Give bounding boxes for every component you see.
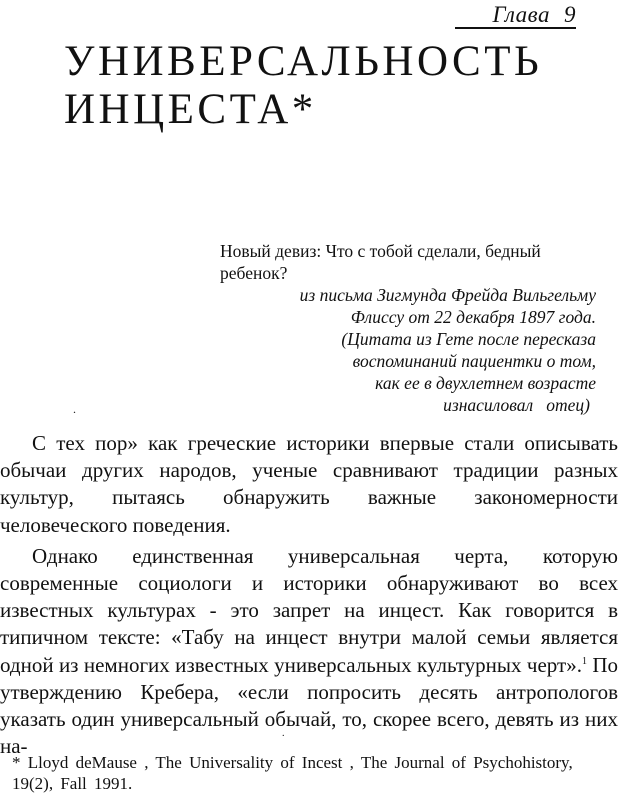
epigraph-source-line-1: из письма Зигмунда Фрейда Вильгельму <box>299 285 596 305</box>
paragraph-1: С тех пор» как греческие историки впервые стали описывать обычаи других народов, ученые сравнивают традиции разных культур, пытаясь обнаружить важные закономерности человеческого поведения. <box>0 431 618 537</box>
epigraph-note-line-4: изнасиловал отец) <box>443 395 590 415</box>
epigraph-source-line-2: Флиссу от 22 декабря 1897 года. <box>350 307 596 327</box>
stray-dot: . <box>73 402 76 416</box>
epigraph-note-line-1: (Цитата из Гете после пересказа <box>341 329 596 349</box>
title-line-2: ИНЦЕСТА* <box>64 86 317 133</box>
chapter-rule <box>455 27 576 29</box>
epigraph-note-line-2: воспоминаний пациентки о том, <box>352 351 596 371</box>
epigraph-note-line-3: как ее в двухлетнем возрасте <box>375 373 596 393</box>
chapter-title <box>64 38 542 134</box>
paragraph-2-part-b: По утверждению Кребера, «если попросить десять антропологов указать один универсальный обычай, то, скорее всего, девять из них на- <box>0 652 619 759</box>
title-line-1: УНИВЕРСАЛЬНОСТЬ <box>64 38 543 85</box>
chapter-word: Глава <box>492 2 550 27</box>
chapter-number: 9 <box>564 2 576 27</box>
body-text <box>0 430 618 764</box>
epigraph <box>220 240 596 416</box>
epigraph-motto: Новый девиз: Что с тобой сделали, бедный ребенок? <box>220 241 541 283</box>
footnote: * Lloyd deMause , The Universality of Incest , The Journal of Psychohistory, 19(2), Fall 1991. <box>12 753 573 793</box>
paragraph-2 <box>0 543 618 761</box>
chapter-heading <box>493 2 577 28</box>
separator-dot: . <box>282 728 285 739</box>
footnote-reference: 1 <box>581 655 587 667</box>
paragraph-2-part-a: Однако единственная универсальная черта, которую современные социологи и историки обнаруживают во всех известных культурах - это запрет на инцест. Как говорится в типичном тексте: «Табу на инцест внутри малой семьи является одной из немногих известных универсальных культурных черт». <box>0 543 618 677</box>
